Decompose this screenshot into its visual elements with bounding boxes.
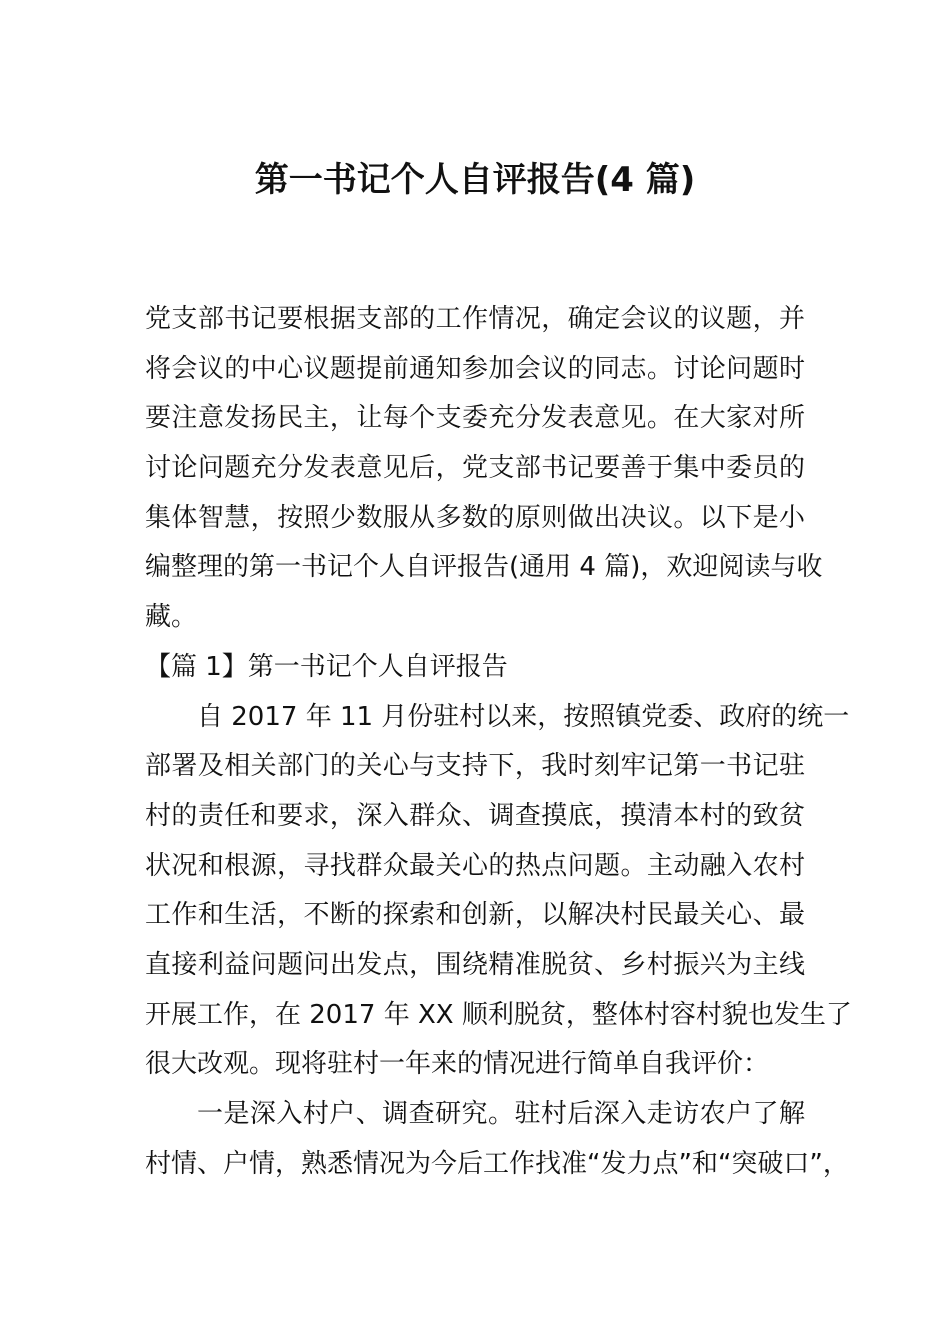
body-line: 村情、户情，熟悉情况为今后工作找准“发力点”和“突破口”， (145, 1148, 849, 1179)
body-line: 部署及相关部门的关心与支持下，我时刻牢记第一书记驻 (145, 751, 805, 782)
body-line: 直接利益问题问出发点，围绕精准脱贫、乡村振兴为主线 (145, 949, 805, 980)
body-line: 党支部书记要根据支部的工作情况，确定会议的议题，并 (145, 304, 805, 334)
body-line: 将会议的中心议题提前通知参加会议的同志。讨论问题时 (145, 353, 805, 384)
section1-paragraph-1 (145, 693, 852, 1091)
document-title: 第一书记个人自评报告(4 篇) (254, 160, 696, 200)
body-line: 一是深入村户、调查研究。驻村后深入走访农户了解 (197, 1099, 805, 1129)
body-line: 村的责任和要求，深入群众、调查摸底，摸清本村的致贫 (145, 800, 805, 831)
body-line: 很大改观。现将驻村一年来的情况进行简单自我评价： (145, 1049, 770, 1080)
section1-paragraph-2 (145, 1090, 849, 1189)
body-line: 状况和根源，寻找群众最关心的热点问题。主动融入农村 (145, 850, 805, 881)
intro-paragraph (145, 295, 823, 643)
section-heading: 【篇 1】第一书记个人自评报告 (145, 651, 508, 682)
body-line: 工作和生活，不断的探索和创新，以解决村民最关心、最 (145, 900, 805, 931)
body-line: 要注意发扬民主，让每个支委充分发表意见。在大家对所 (145, 403, 805, 434)
body-line: 集体智慧，按照少数服从多数的原则做出决议。以下是小 (145, 502, 805, 533)
body-line: 编整理的第一书记个人自评报告(通用 4 篇)，欢迎阅读与收 (145, 552, 823, 583)
body-line: 讨论问题充分发表意见后，党支部书记要善于集中委员的 (145, 453, 805, 484)
body-line: 自 2017 年 11 月份驻村以来，按照镇党委、政府的统一 (197, 701, 850, 732)
body-line: 藏。 (145, 602, 198, 633)
body-line: 开展工作，在 2017 年 XX 顺利脱贫，整体村容村貌也发生了 (145, 999, 852, 1030)
document-body (145, 295, 852, 1189)
